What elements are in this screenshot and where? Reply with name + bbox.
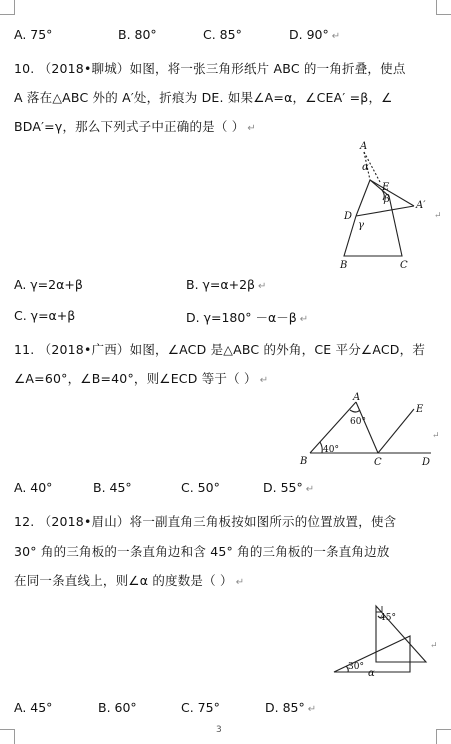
q12-option-c: C. 75° [181,700,220,715]
q11-option-c: C. 50° [181,480,220,495]
q11-figure [296,390,446,470]
q10-label-c: C [400,260,408,270]
q11-label-b: B [300,456,308,467]
return-mark: ↵ [331,31,341,42]
q12-option-d-label: D. 85° [265,700,305,715]
q10-option-d-label: D. γ=180° －α－β [186,310,297,325]
q10-quadrilateral [344,196,402,256]
q10-label-e: E [382,182,390,193]
return-mark: ↵ [247,123,257,134]
q10-label-b: B [340,260,348,270]
q10-line-3-text: BDA′=γ，那么下列式子中正确的是（ ） [14,119,245,134]
q10-label-aprime: A′ [416,200,426,211]
corner-mark-top-left [0,0,15,15]
page-number: 3 [216,725,222,735]
corner-mark-bottom-right [436,729,451,744]
q11-angle-a-arc [350,410,360,412]
q12-triangle-30 [334,636,410,672]
return-mark: ↵ [258,281,267,292]
q11-option-d-label: D. 55° [263,480,303,495]
return-mark: ↵ [430,641,438,651]
q11-line-1: 11. （2018•广西）如图，∠ACD 是△ABC 的外角，CE 平分∠ACD，若 [14,342,426,357]
q12-line-1: 12. （2018•眉山）将一副直角三角板按如图所示的位置放置，使含 [14,514,397,529]
return-mark: ↵ [434,211,442,221]
q9-option-d-label: D. 90° [289,27,329,42]
q10-line-1: 10. （2018•聊城）如图，将一张三角形纸片 ABC 的一角折叠，使点 [14,61,406,76]
q9-option-c: C. 85° [203,27,242,42]
q11-label-c: C [374,457,382,468]
return-mark: ↵ [299,314,309,325]
q11-label-angle-a: 60° [350,417,366,427]
q12-line-3 [14,571,244,589]
return-mark: ↵ [259,375,269,386]
q10-label-beta: β [384,194,390,205]
q11-line-2 [14,369,268,387]
q9-option-b: B. 80° [118,27,157,42]
q9-option-d [289,27,340,42]
q12-label-alpha: α [368,668,375,679]
q11-option-b: B. 45° [93,480,132,495]
q12-label-30: 30° [348,662,364,672]
q10-option-b [186,277,266,292]
return-mark: ↵ [305,484,315,495]
q10-segment-d-e [356,180,370,216]
q10-label-a: A [360,141,368,152]
q10-figure [322,138,451,270]
q12-line-2: 30° 角的三角板的一条直角边和含 45° 角的三角板的一条直角边放 [14,544,390,559]
q11-label-e: E [416,404,424,415]
return-mark: ↵ [307,704,317,715]
q11-label-a: A [353,392,361,403]
q12-option-d [265,700,316,715]
q11-label-angle-b: 40° [323,445,339,455]
return-mark: ↵ [432,431,440,441]
q10-segment-d-aprime [356,206,414,216]
q10-segment-e-aprime [370,180,414,206]
q11-segment-a-c [356,402,378,453]
q10-label-alpha: α [362,162,369,173]
q9-option-a: A. 75° [14,27,53,42]
q11-line-2-text: ∠A=60°，∠B=40°，则∠ECD 等于（ ） [14,371,257,386]
q10-line-2: A 落在△ABC 外的 A′处，折痕为 DE. 如果∠A=α，∠CEA′ =β，∠ [14,90,393,105]
q10-label-d: D [344,211,353,222]
q12-option-b: B. 60° [98,700,137,715]
q12-line-3-text: 在同一条直线上，则∠α 的度数是（ ） [14,573,233,588]
q10-option-a: A. γ=2α+β [14,277,83,292]
q10-line-3 [14,117,256,135]
q12-figure [326,598,446,694]
q11-ray-c-e [378,409,414,453]
q12-option-a: A. 45° [14,700,53,715]
q11-option-a: A. 40° [14,480,53,495]
q10-label-gamma: γ [358,220,364,231]
q10-option-b-label: B. γ=α+2β [186,277,256,292]
corner-mark-bottom-left [0,729,15,744]
corner-mark-top-right [436,0,451,15]
q11-option-d [263,480,314,495]
q11-label-d: D [422,457,431,468]
q10-option-d [186,308,308,326]
q11-angle-b-arc [320,442,322,453]
q10-option-c: C. γ=α+β [14,308,76,323]
q12-label-45: 45° [380,613,396,623]
return-mark: ↵ [235,577,245,588]
